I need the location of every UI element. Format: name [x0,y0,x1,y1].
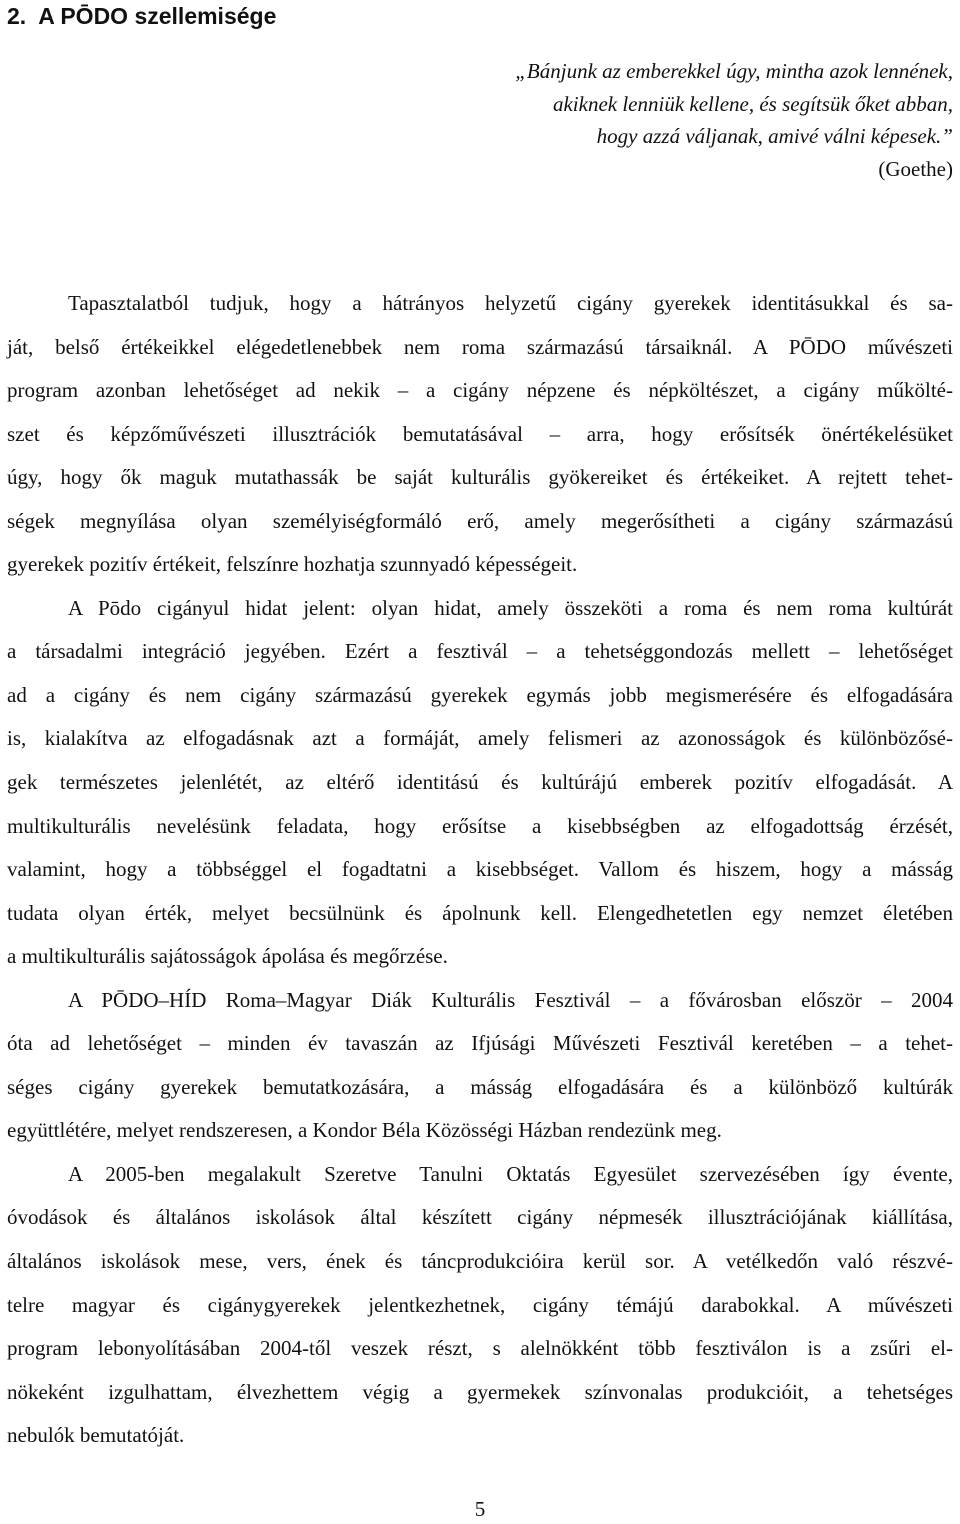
text-line: A PŌDO‒HÍD Roma‒Magyar Diák Kulturális Fesztivál ‒ a fővárosban először ‒ 2004 [68,987,953,1012]
text-line: telre magyar és cigánygyerekek jelentkezhetnek, cigány témájú darabokkal. A művészeti [7,1292,953,1317]
text-line: ad a cigány és nem cigány származású gyerekek egymás jobb megismerésére és elfogadására [7,682,953,707]
epigraph-line: akiknek lenniük kellene, és segítsük őket abban, [552,91,953,116]
text-line: is, kialakítva az elfogadásnak azt a formáját, amely felismeri az azonosságok és különbözősé- [7,726,953,751]
text-line: gek természetes jelenlétét, az eltérő identitású és kultúrájú emberek pozitív elfogadását. A [7,770,953,795]
text-line: A 2005-ben megalakult Szeretve Tanulni Oktatás Egyesület szervezésében így évente, [68,1161,953,1186]
text-line: A Pōdo cigányul hidat jelent: olyan hidat, amely összeköti a roma és nem roma kultúrát [68,595,953,620]
text-line: valamint, hogy a többséggel el fogadtatni a kisebbséget. Vallom és hiszem, hogy a másság [7,857,953,882]
text-line: nökeként izgulhattam, élvezhettem végig a gyermekek színvonalas produkcióit, a tehetséges [7,1379,953,1404]
text-line: óta ad lehetőséget ‒ minden év tavaszán az Ifjúsági Művészeti Fesztivál keretében ‒ a tehet- [7,1031,953,1056]
epigraph-line: „Bánjunk az emberekkel úgy, mintha azok lennének, [515,59,953,83]
paragraph [7,587,953,979]
section-title: A PŌDO szellemisége [38,3,277,29]
text-line: program azonban lehetőséget ad nekik ‒ a cigány népzene és népköltészet, a cigány műkölté- [7,378,953,403]
text-line: tudata olyan érték, melyet becsülnünk és ápolnunk kell. Elengedhetetlen egy nemzet életében [7,900,953,925]
text-line: gyerekek pozitív értékeit, felszínre hozhatja szunnyadó képességeit. [7,552,578,577]
epigraph-line: hogy azzá váljanak, amivé válni képesek.” [596,124,953,148]
text-line: úgy, hogy ők maguk mutathassák be saját kulturális gyökereiket és értékeiket. A rejtett tehet- [7,465,953,490]
epigraph-quote [353,55,953,185]
text-line: program lebonyolításában 2004-től veszek részt, s alelnökként több fesztiválon is a zsűri el- [7,1336,953,1361]
section-heading [7,2,276,30]
page-number: 5 [474,1497,486,1521]
paragraph [7,979,953,1153]
text-line: a multikulturális sajátosságok ápolása és megőrzése. [7,944,448,969]
text-line: multikulturális nevelésünk feladata, hogy erősítse a kisebbségben az elfogadottság érzését, [7,813,953,838]
text-line: szet és képzőművészeti illusztrációk bemutatásával ‒ arra, hogy erősítsék önértékelésüket [7,421,953,446]
paragraph [7,1153,953,1458]
section-number: 2. [7,3,27,29]
paragraph [7,282,953,587]
text-line: a társadalmi integráció jegyében. Ezért a fesztivál ‒ a tehetséggondozás mellett ‒ lehetőséget [7,639,953,664]
text-line: óvodások és általános iskolások által készített cigány népmesék illusztrációjának kiállítása, [7,1205,953,1230]
text-line: nebulók bemutatóját. [7,1423,185,1448]
epigraph-author: (Goethe) [878,156,953,181]
text-line: együttlétére, melyet rendszeresen, a Kondor Béla Közösségi Házban rendezünk meg. [7,1118,722,1143]
text-line: általános iskolások mese, vers, ének és táncprodukcióira kerül sor. A vetélkedőn való részvé- [7,1249,953,1274]
body-text [7,282,953,1458]
text-line: séges cigány gyerekek bemutatkozására, a másság elfogadására és a különböző kultúrák [7,1074,953,1099]
text-line: ját, belső értékeikkel elégedetlenebbek nem roma származású társaiknál. A PŌDO művészeti [7,334,953,359]
text-line: Tapasztalatból tudjuk, hogy a hátrányos helyzetű cigány gyerekek identitásukkal és sa- [68,291,953,315]
text-line: ségek megnyílása olyan személyiségformáló erő, amely megerősítheti a cigány származású [7,508,953,533]
